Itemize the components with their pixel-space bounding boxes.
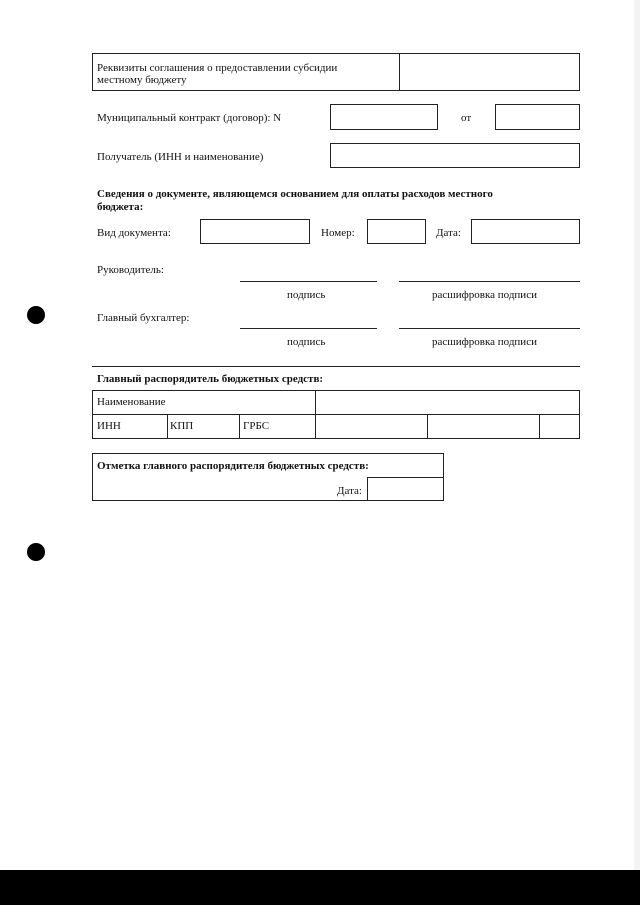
mark-date-label: Дата: [337,485,362,497]
value-divider-2 [539,414,540,438]
recipient-field[interactable] [330,143,580,168]
inn-label: ИНН [97,420,121,432]
document-date-label: Дата: [436,227,461,239]
subsidy-agreement-label-1: Реквизиты соглашения о предоставлении субсидии [97,62,338,74]
head-signature-line[interactable] [240,281,377,282]
accountant-decoding-line[interactable] [399,328,580,329]
kpp-grbs-divider [239,414,240,438]
municipal-contract-label: Муниципальный контракт (договор): N [97,112,282,124]
document-number-field[interactable] [367,219,426,244]
recipient-label: Получатель (ИНН и наименование) [97,151,264,163]
chief-manager-name-label: Наименование [97,396,166,408]
document-number-label: Номер: [321,227,355,239]
value-divider-1 [427,414,428,438]
kpp-label: КПП [170,420,194,432]
accountant-label: Главный бухгалтер: [97,312,190,324]
document-basis-heading-1: Сведения о документе, являющемся основанием для оплаты расходов местного [97,188,493,200]
punch-hole-bottom [27,543,45,561]
chief-manager-heading: Главный распорядитель бюджетных средств: [97,373,324,385]
document-date-field[interactable] [471,219,580,244]
mark-title: Отметка главного распорядителя бюджетных средств: [97,460,369,472]
head-decoding-line[interactable] [399,281,580,282]
subsidy-agreement-label-2: местному бюджету [97,74,187,86]
accountant-signature-line[interactable] [240,328,377,329]
head-label: Руководитель: [97,264,164,276]
chief-manager-row-divider [93,414,579,415]
scan-bottom-border [0,870,640,905]
accountant-decoding-caption: расшифровка подписи [432,336,537,348]
head-decoding-caption: расшифровка подписи [432,289,537,301]
scan-edge [634,0,640,905]
inn-kpp-divider [167,414,168,438]
contract-number-field[interactable] [330,104,438,130]
grbs-label: ГРБС [243,420,270,432]
contract-date-field[interactable] [495,104,580,130]
punch-hole-top [27,306,45,324]
subsidy-agreement-field[interactable] [399,54,579,90]
chief-manager-col-divider [315,391,316,438]
contract-date-label: от [461,112,472,124]
mark-date-field[interactable] [367,477,443,500]
section-divider [92,366,580,367]
head-signature-caption: подпись [287,289,326,301]
document-type-field[interactable] [200,219,310,244]
accountant-signature-caption: подпись [287,336,326,348]
document-type-label: Вид документа: [97,227,171,239]
document-basis-heading-2: бюджета: [97,201,144,213]
